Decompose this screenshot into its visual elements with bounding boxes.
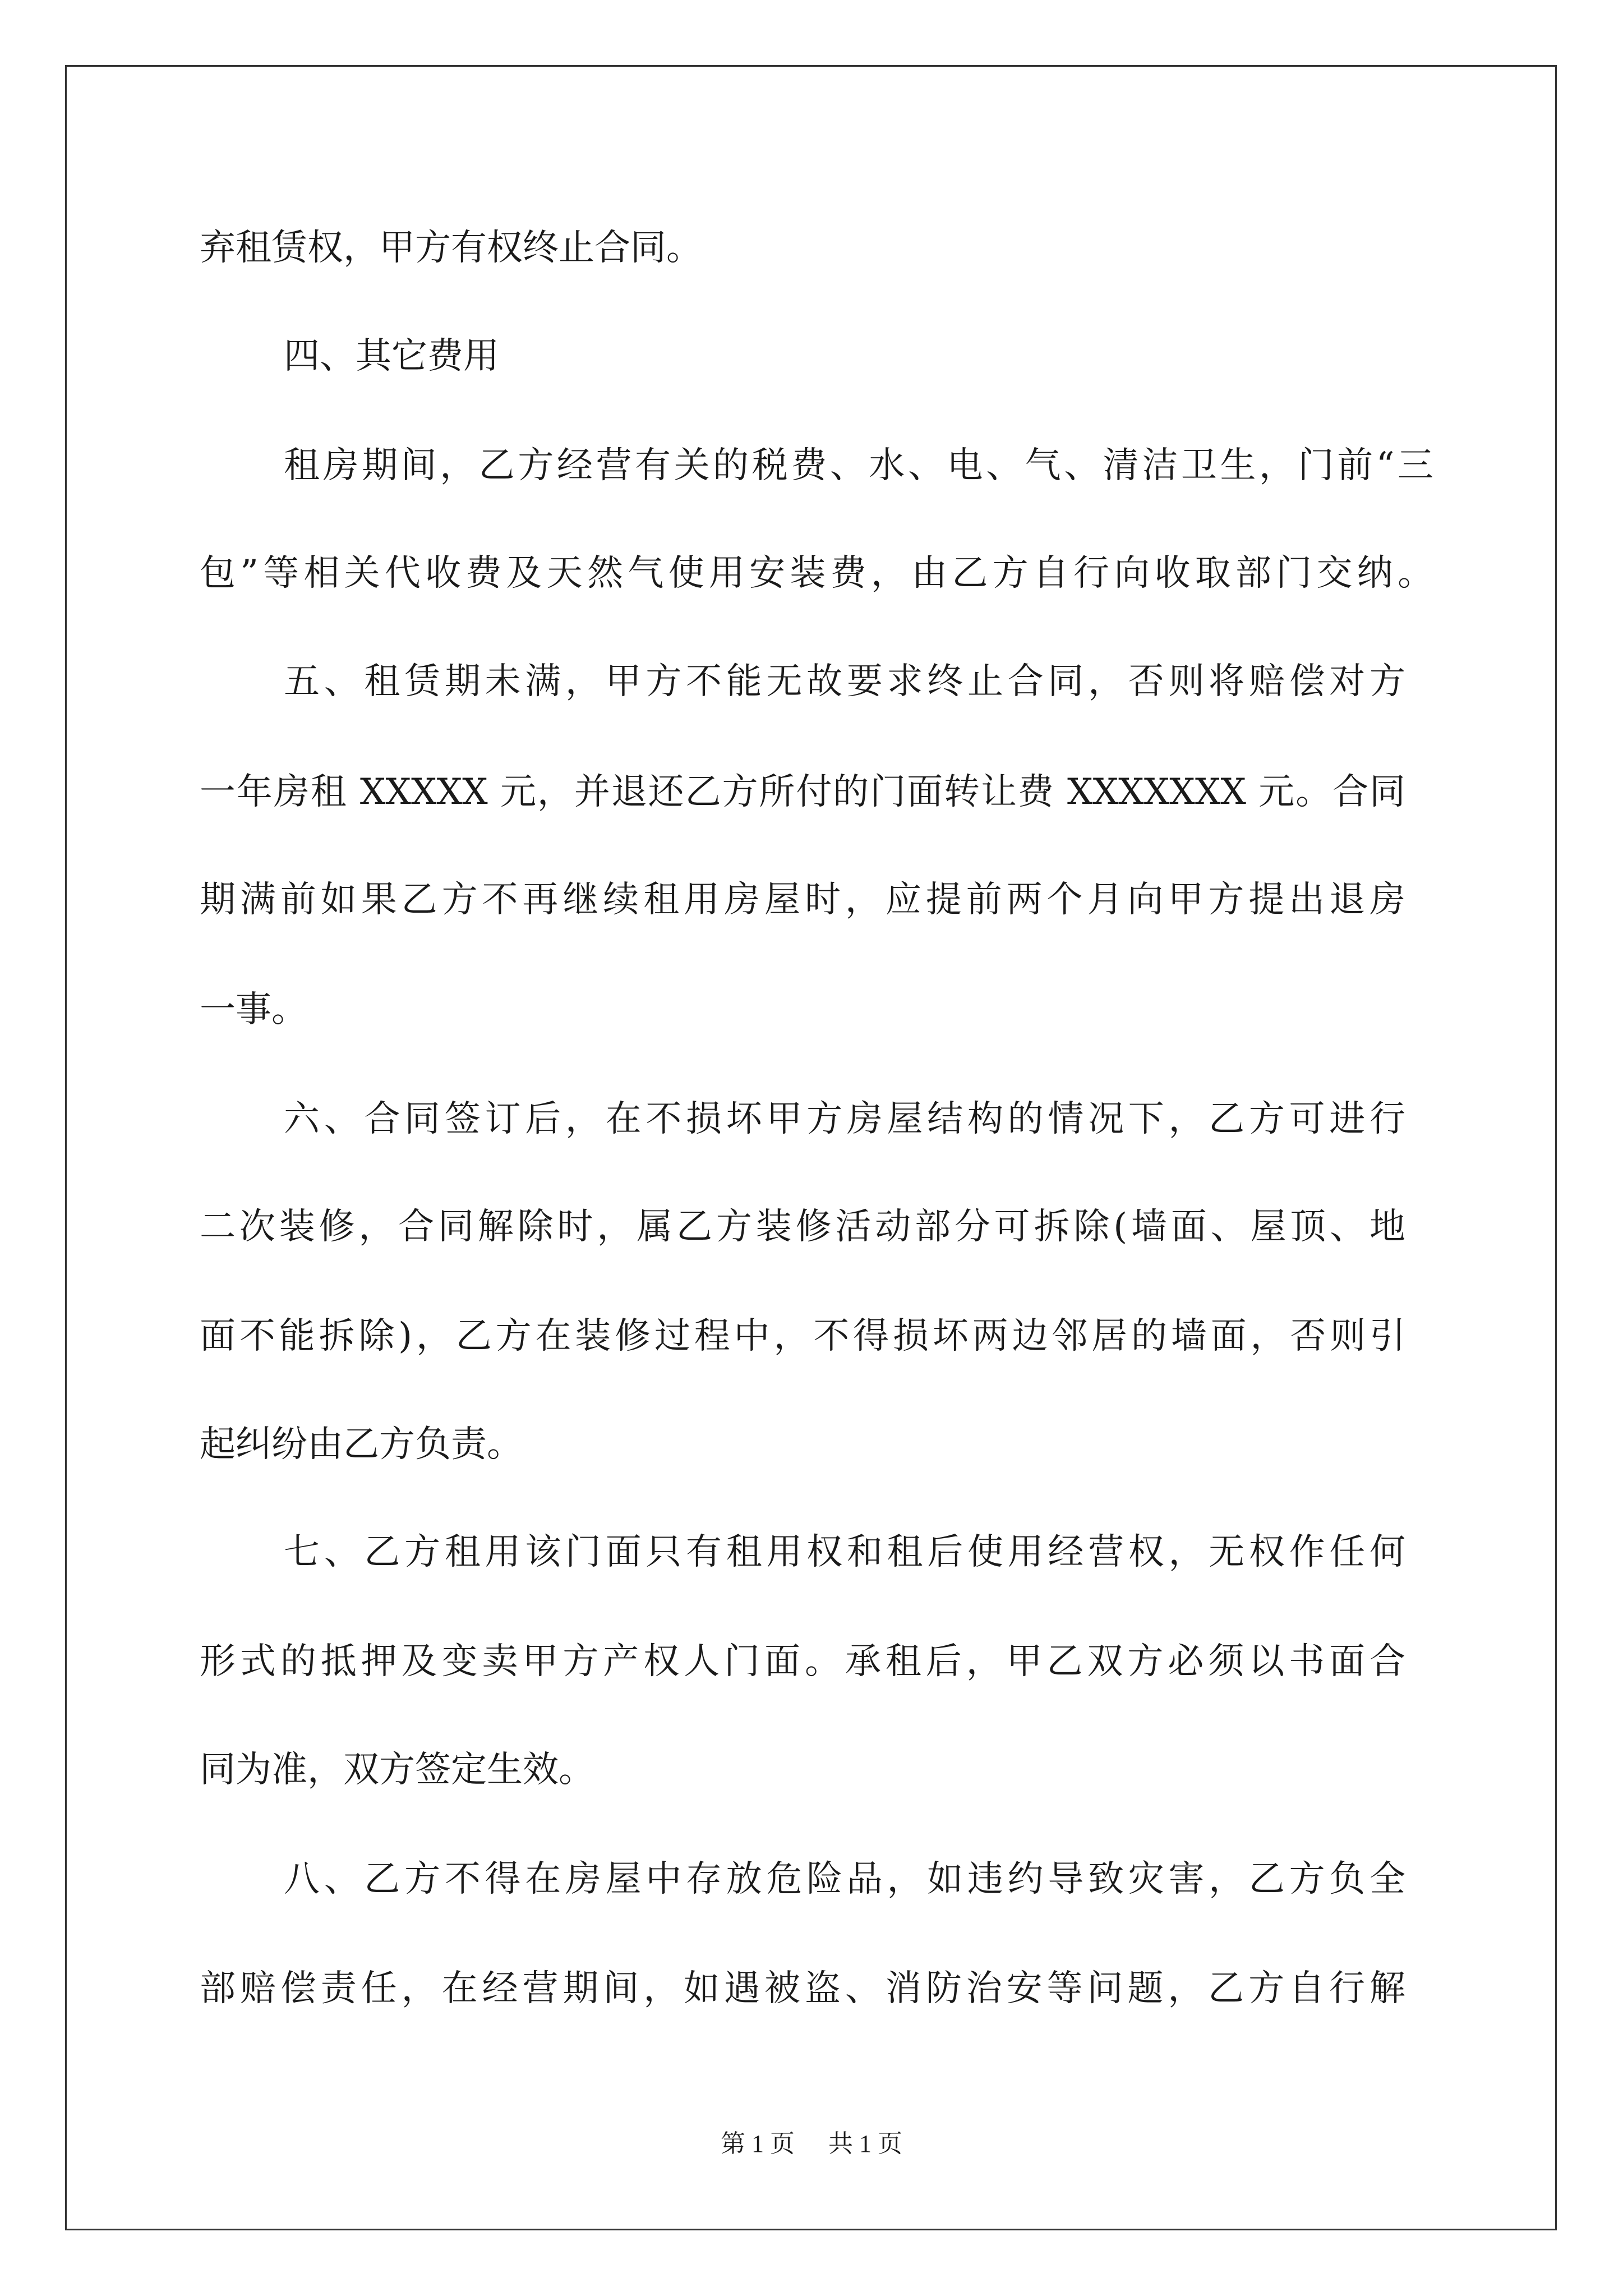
- text-line: 七、乙方租用该门面只有租用权和租后使用经营权，无权作任何: [284, 1531, 1405, 1573]
- text-line: 六、合同签订后，在不损坏甲方房屋结构的情况下，乙方可进行: [284, 1098, 1405, 1140]
- text-line: 部赔偿责任，在经营期间，如遇被盗、消防治安等问题，乙方自行解: [200, 1968, 1405, 2009]
- text-line: 期满前如果乙方不再继续租用房屋时，应提前两个月向甲方提出退房: [200, 879, 1405, 921]
- section-heading: 四、其它费用: [284, 335, 499, 377]
- text-line: 同为准，双方签定生效。: [200, 1749, 594, 1791]
- text-line: 一事。: [200, 989, 307, 1030]
- text-line: 五、租赁期未满，甲方不能无故要求终止合同，否则将赔偿对方: [284, 661, 1405, 702]
- text-line: 起纠纷由乙方负责。: [200, 1424, 523, 1465]
- page-count: 共 1 页: [828, 2130, 902, 2157]
- text-line: 租房期间，乙方经营有关的税费、水、电、气、清洁卫生，门前“三: [284, 445, 1433, 486]
- text-line: 形式的抵押及变卖甲方产权人门面。承租后，甲乙双方必须以书面合: [200, 1641, 1405, 1682]
- text-line: 八、乙方不得在房屋中存放危险品，如违约导致灾害，乙方负全: [284, 1858, 1405, 1900]
- text-line: 一年房租 XXXXX 元，并退还乙方所付的门面转让费 XXXXXXX 元。合同: [200, 771, 1405, 813]
- page-footer: [0, 2131, 1623, 2157]
- text-line: 二次装修，合同解除时，属乙方装修活动部分可拆除(墙面、屋顶、地: [200, 1206, 1405, 1248]
- text-line: 弃租赁权，甲方有权终止合同。: [200, 227, 702, 269]
- page-number: 第 1 页: [721, 2130, 795, 2157]
- text-line: 面不能拆除)，乙方在装修过程中，不得损坏两边邻居的墙面，否则引: [200, 1315, 1405, 1357]
- text-line: 包”等相关代收费及天然气使用安装费，由乙方自行向收取部门交纳。: [200, 553, 1433, 594]
- page-border: [65, 65, 1557, 2230]
